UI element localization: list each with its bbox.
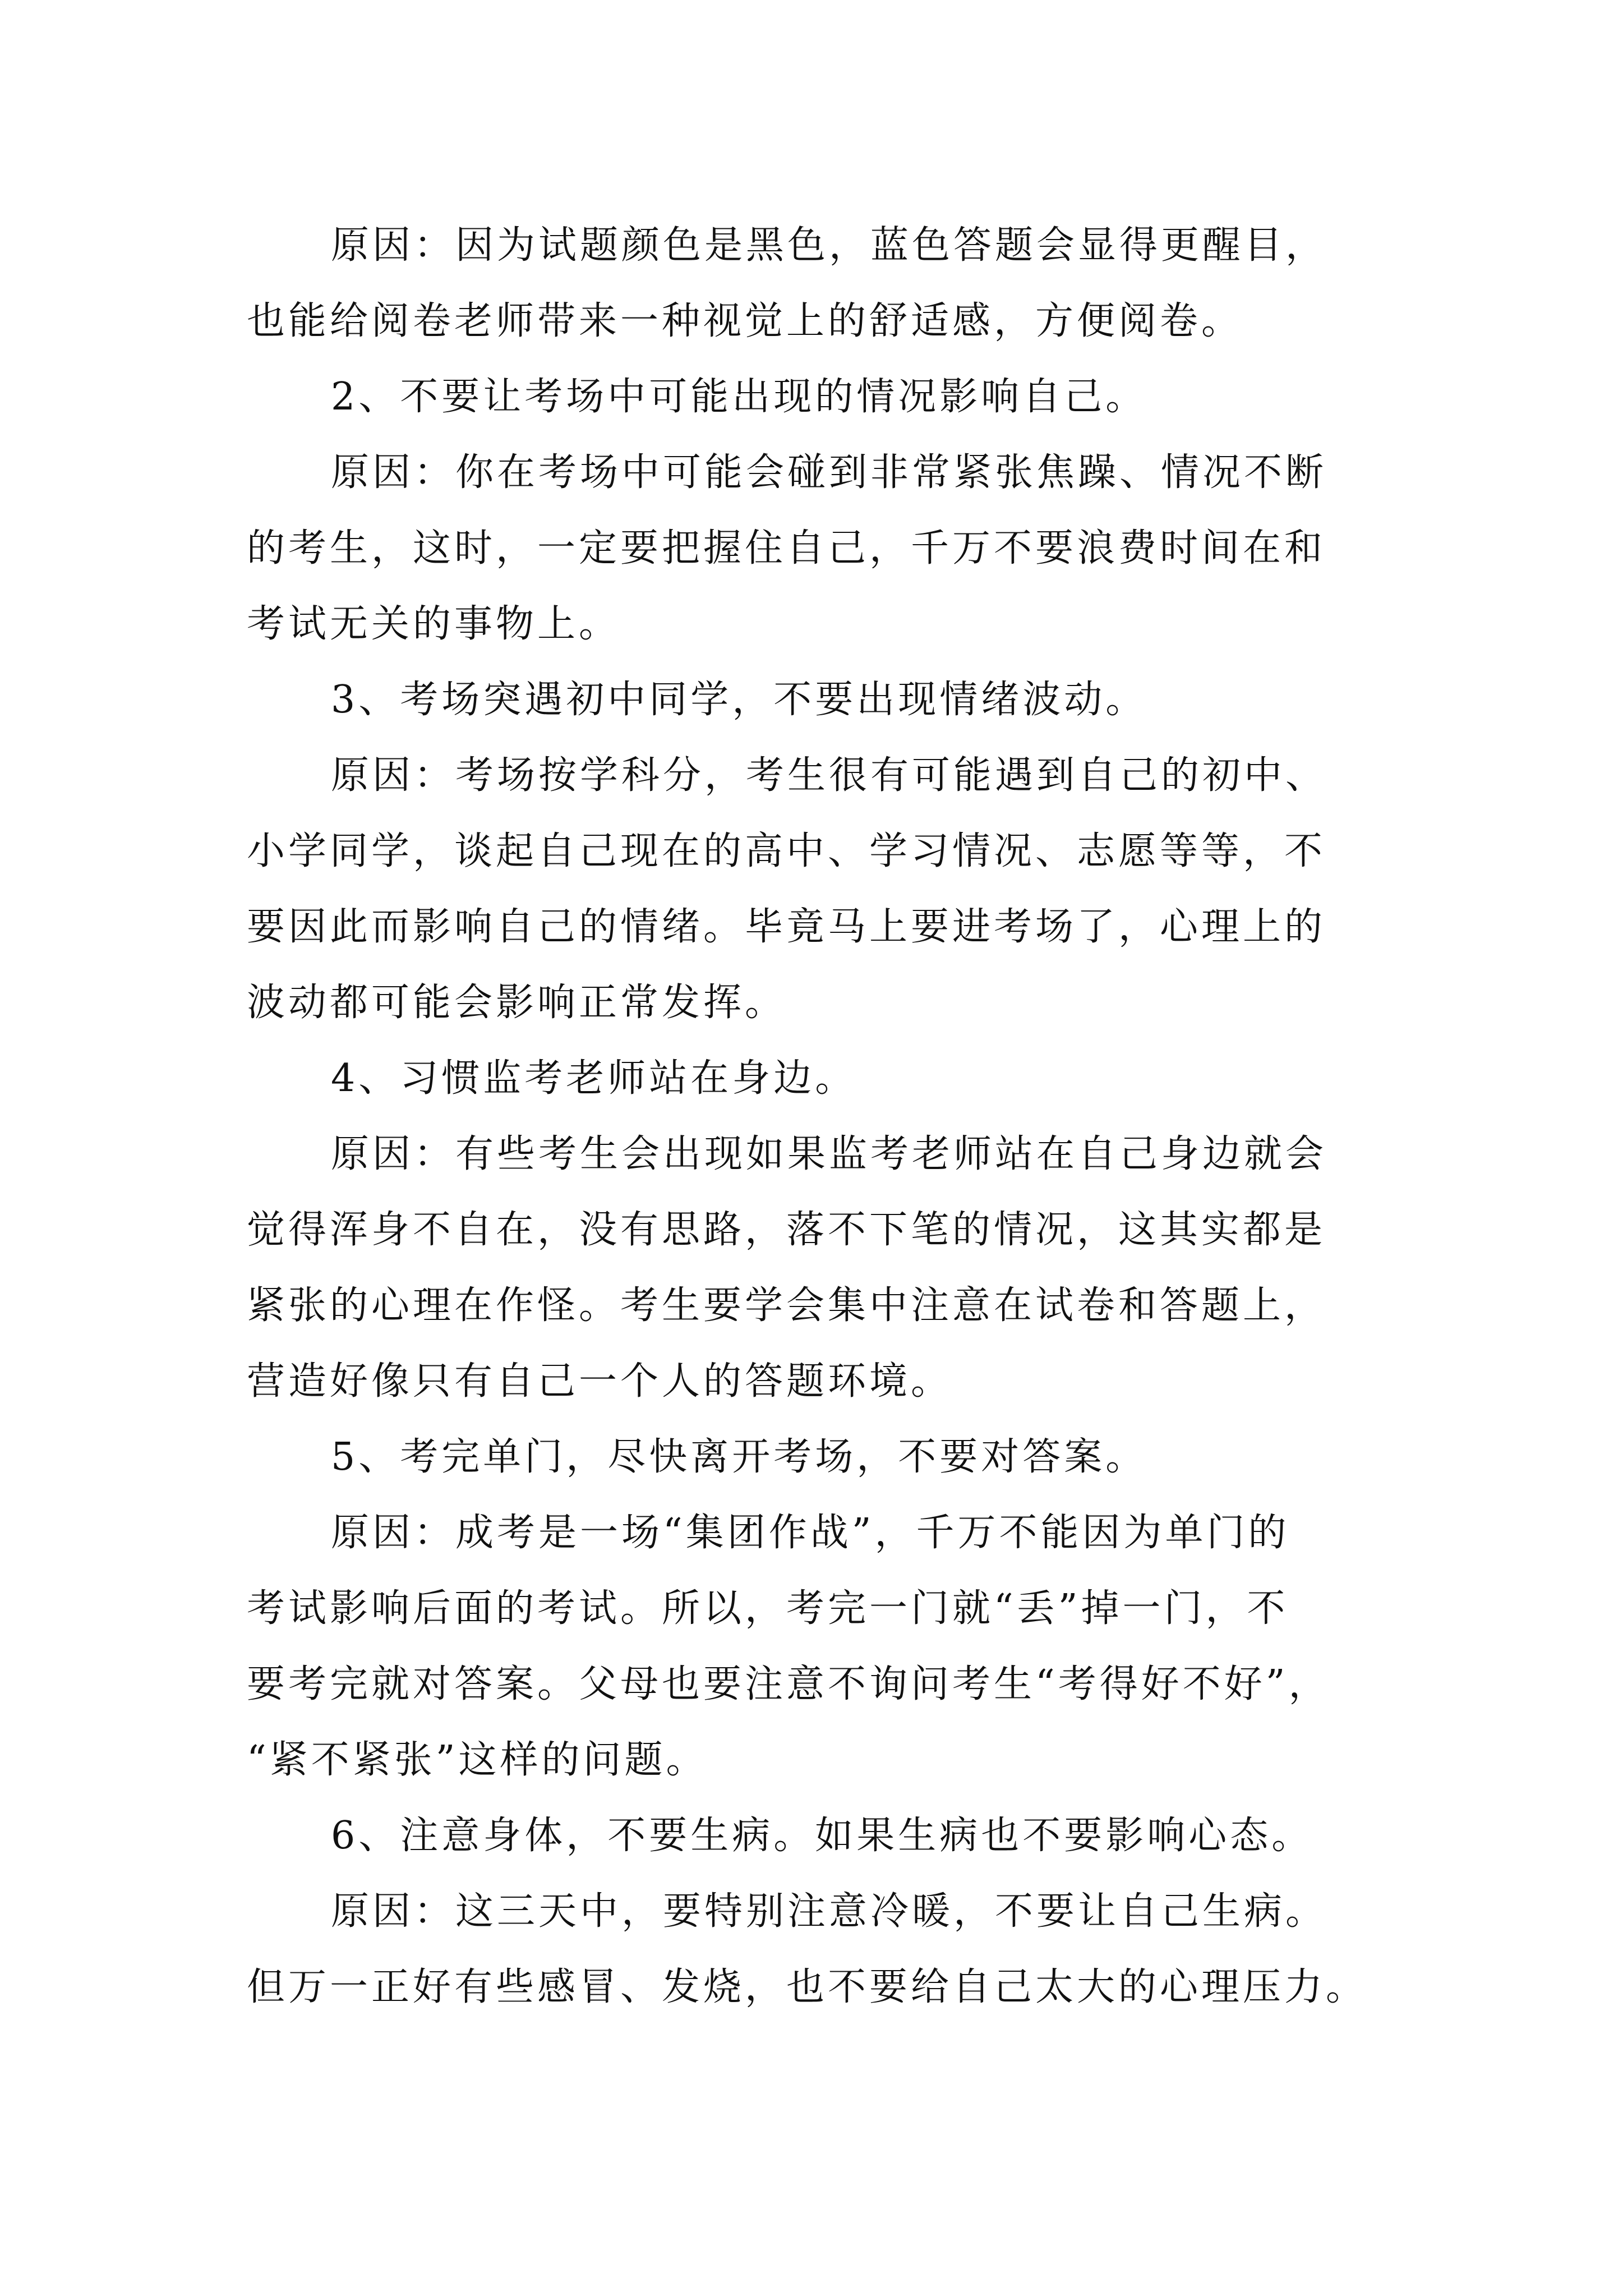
document-body bbox=[247, 208, 1424, 2025]
text-line: 也能给阅卷老师带来一种视觉上的舒适感，方便阅卷。 bbox=[247, 299, 1243, 343]
text-line: 小学同学，谈起自己现在的高中、学习情况、志愿等等，不 bbox=[247, 829, 1326, 873]
text-line: 原因：你在考场中可能会碰到非常紧张焦躁、情况不断 bbox=[331, 450, 1327, 495]
text-line: 要考完就对答案。父母也要注意不询问考生“考得好不好”， bbox=[247, 1662, 1330, 1706]
text-line: 考试影响后面的考试。所以，考完一门就“丢”掉一门，不 bbox=[247, 1586, 1289, 1631]
text-line: 原因：考场按学科分，考生很有可能遇到自己的初中、 bbox=[331, 753, 1327, 798]
text-line: 原因：这三天中，要特别注意冷暖，不要让自己生病。 bbox=[331, 1889, 1327, 1934]
text-line: 考试无关的事物上。 bbox=[247, 602, 621, 646]
text-line: 原因：成考是一场“集团作战”，千万不能因为单门的 bbox=[331, 1511, 1290, 1555]
text-line: 营造好像只有自己一个人的答题环境。 bbox=[247, 1359, 953, 1404]
section-heading-2: 2、不要让考场中可能出现的情况影响自己。 bbox=[331, 375, 1147, 419]
text-line: 波动都可能会影响正常发挥。 bbox=[247, 981, 787, 1025]
section-heading-4: 4、习惯监考老师站在身边。 bbox=[331, 1056, 857, 1101]
text-line: 的考生，这时，一定要把握住自己，千万不要浪费时间在和 bbox=[247, 526, 1326, 570]
section-heading-6: 6、注意身体，不要生病。如果生病也不要影响心态。 bbox=[331, 1814, 1313, 1858]
text-line: 原因：有些考生会出现如果监考老师站在自己身边就会 bbox=[331, 1132, 1327, 1176]
section-heading-5: 5、考完单门，尽快离开考场，不要对答案。 bbox=[331, 1435, 1147, 1479]
text-line: “紧不紧张”这样的问题。 bbox=[247, 1738, 708, 1782]
text-line: 紧张的心理在作怪。考生要学会集中注意在试卷和答题上， bbox=[247, 1283, 1326, 1328]
section-heading-3: 3、考场突遇初中同学，不要出现情绪波动。 bbox=[331, 678, 1147, 722]
text-line: 要因此而影响自己的情绪。毕竟马上要进考场了，心理上的 bbox=[247, 905, 1326, 949]
text-line: 觉得浑身不自在，没有思路，落不下笔的情况，这其实都是 bbox=[247, 1208, 1326, 1252]
text-line: 原因：因为试题颜色是黑色，蓝色答题会显得更醒目， bbox=[331, 223, 1327, 268]
text-line: 但万一正好有些感冒、发烧，也不要给自己太大的心理压力。 bbox=[247, 1965, 1368, 2009]
